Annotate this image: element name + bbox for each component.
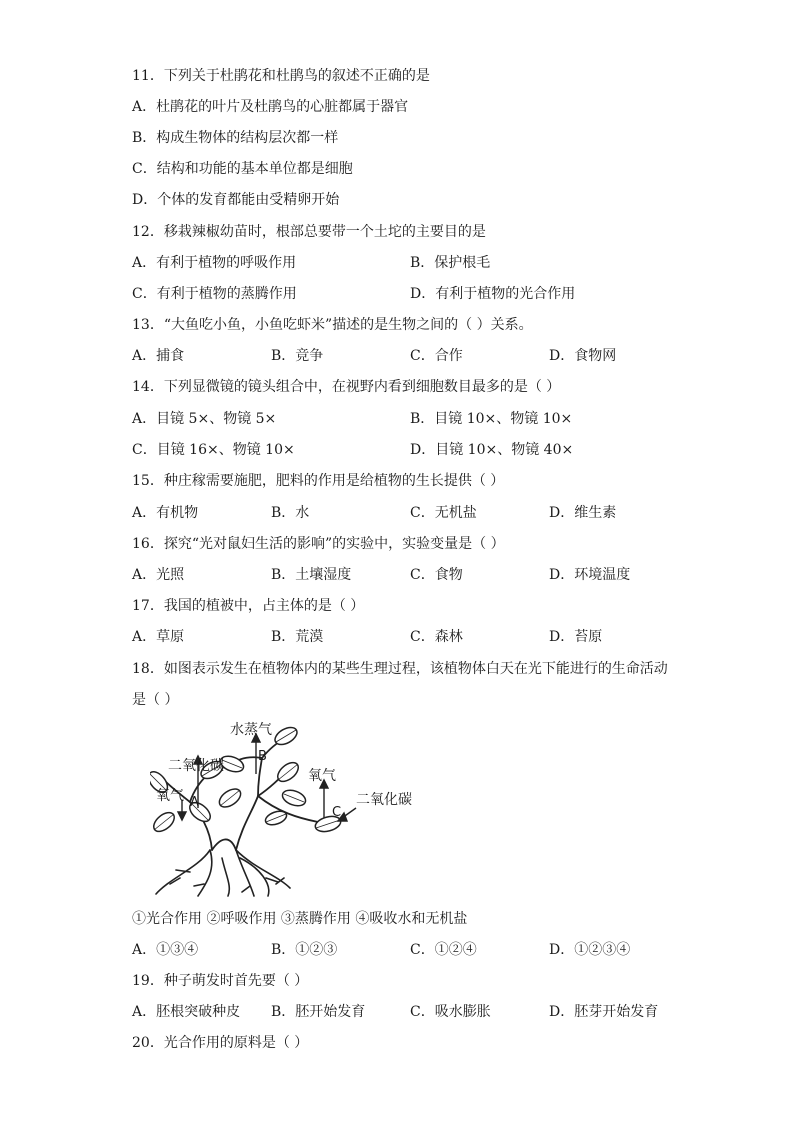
- question-11-option-c: C．结构和功能的基本单位都是细胞: [132, 161, 353, 177]
- question-13-option-a: A．捕食: [132, 348, 185, 364]
- question-11-option-b: B．构成生物体的结构层次都一样: [132, 130, 339, 146]
- question-11-stem: 11．下列关于杜鹃花和杜鹃鸟的叙述不正确的是: [132, 68, 430, 84]
- question-15-stem: 15．种庄稼需要施肥，肥料的作用是给植物的生长提供（ ）: [132, 473, 505, 489]
- question-13-option-d: D．食物网: [549, 348, 617, 364]
- question-19-option-d: D．胚芽开始发育: [549, 1004, 659, 1020]
- question-15-option-c: C．无机盐: [410, 505, 477, 521]
- plant-process-figure: [150, 718, 440, 900]
- question-19-option-c: C．吸水膨胀: [410, 1004, 491, 1020]
- question-18-option-d: D．①②③④: [549, 942, 631, 958]
- label-co2-right: 二氧化碳: [356, 792, 412, 808]
- question-13-stem: 13．“大鱼吃小鱼，小鱼吃虾米”描述的是生物之间的（ ）关系。: [132, 317, 533, 333]
- question-16-option-a: A．光照: [132, 567, 185, 583]
- question-19-option-a: A．胚根突破种皮: [132, 1004, 241, 1020]
- label-c: C: [332, 805, 342, 820]
- question-18-stem-line1: 18．如图表示发生在植物体内的某些生理过程，该植物体白天在光下能进行的生命活动: [132, 661, 668, 677]
- question-15-option-d: D．维生素: [549, 505, 617, 521]
- question-17-option-d: D．苔原: [549, 629, 603, 645]
- question-18-option-b: B．①②③: [271, 942, 338, 958]
- question-13-option-c: C．合作: [410, 348, 463, 364]
- question-14-stem: 14．下列显微镜的镜头组合中，在视野内看到细胞数目最多的是（ ）: [132, 379, 561, 395]
- question-15-option-a: A．有机物: [132, 505, 199, 521]
- question-14-option-c: C．目镜 16×、物镜 10×: [132, 442, 295, 458]
- label-oxygen-left: 氧气: [156, 788, 184, 804]
- question-14-option-a: A．目镜 5×、物镜 5×: [132, 411, 277, 427]
- question-12-option-b: B．保护根毛: [410, 255, 491, 271]
- question-14-option-b: B．目镜 10×、物镜 10×: [410, 411, 573, 427]
- question-12-option-c: C．有利于植物的蒸腾作用: [132, 286, 297, 302]
- question-14-option-d: D．目镜 10×、物镜 40×: [410, 442, 574, 458]
- question-12-option-d: D．有利于植物的光合作用: [410, 286, 576, 302]
- question-13-option-b: B．竞争: [271, 348, 324, 364]
- label-a: A: [190, 795, 199, 810]
- label-b: B: [258, 749, 267, 764]
- question-18-option-a: A．①③④: [132, 942, 199, 958]
- plant-roots: [156, 850, 290, 896]
- question-16-option-d: D．环境温度: [549, 567, 631, 583]
- question-15-option-b: B．水: [271, 505, 310, 521]
- question-16-option-c: C．食物: [410, 567, 463, 583]
- label-oxygen-right: 氧气: [308, 768, 336, 784]
- question-16-option-b: B．土壤湿度: [271, 567, 352, 583]
- question-17-option-c: C．森林: [410, 629, 463, 645]
- label-water-vapor: 水蒸气: [230, 722, 272, 738]
- question-19-option-b: B．胚开始发育: [271, 1004, 366, 1020]
- question-18-choices: ①光合作用 ②呼吸作用 ③蒸腾作用 ④吸收水和无机盐: [132, 911, 468, 927]
- question-17-option-b: B．荒漠: [271, 629, 324, 645]
- question-18-option-c: C．①②④: [410, 942, 477, 958]
- question-11-option-d: D．个体的发育都能由受精卵开始: [132, 192, 340, 208]
- question-20-stem: 20．光合作用的原料是（ ）: [132, 1035, 309, 1051]
- question-19-stem: 19．种子萌发时首先要（ ）: [132, 973, 309, 989]
- question-16-stem: 16．探究“光对鼠妇生活的影响”的实验中，实验变量是（ ）: [132, 536, 505, 552]
- question-17-stem: 17．我国的植被中，占主体的是（ ）: [132, 598, 365, 614]
- question-17-option-a: A．草原: [132, 629, 185, 645]
- question-11-option-a: A．杜鹃花的叶片及杜鹃鸟的心脏都属于器官: [132, 99, 409, 115]
- question-12-option-a: A．有利于植物的呼吸作用: [132, 255, 297, 271]
- label-co2-left: 二氧化碳: [168, 758, 224, 774]
- question-18-stem-line2: 是（ ）: [132, 692, 179, 708]
- question-12-stem: 12．移栽辣椒幼苗时，根部总要带一个土坨的主要目的是: [132, 224, 486, 240]
